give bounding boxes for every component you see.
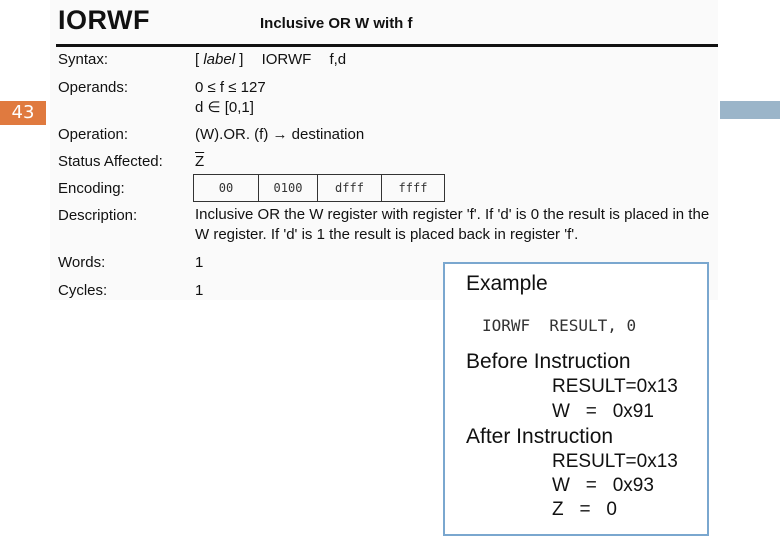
operation-value: (W).OR. (f) → destination bbox=[195, 126, 365, 143]
after-line: Z = 0 bbox=[552, 499, 617, 520]
header-rule bbox=[56, 44, 718, 47]
cycles-value: 1 bbox=[195, 282, 204, 299]
after-line: RESULT=0x13 bbox=[552, 451, 678, 472]
words-value: 1 bbox=[195, 254, 204, 271]
before-line: RESULT=0x13 bbox=[552, 376, 678, 397]
words-label: Words: bbox=[58, 254, 106, 271]
status-value: $\overline{Z}$ bbox=[195, 153, 205, 170]
syntax-label-italic: label bbox=[203, 51, 236, 68]
instruction-datasheet bbox=[50, 0, 718, 300]
example-title: Example bbox=[466, 272, 548, 295]
before-heading: Before Instruction bbox=[466, 350, 631, 373]
syntax-close-bracket: ] bbox=[235, 51, 244, 68]
example-box bbox=[443, 262, 709, 536]
syntax-open-bracket: [ bbox=[195, 51, 204, 68]
description-label: Description: bbox=[58, 207, 138, 224]
syntax-args: f,d bbox=[329, 51, 347, 68]
encoding-cell: ffff bbox=[382, 175, 445, 202]
cycles-label: Cycles: bbox=[58, 282, 108, 299]
operands-label: Operands: bbox=[58, 79, 129, 96]
operands-line-2: d ∈ [0,1] bbox=[195, 99, 254, 116]
after-line: W = 0x93 bbox=[552, 475, 654, 496]
instruction-mnemonic: IORWF bbox=[58, 5, 150, 35]
example-code: IORWF RESULT, 0 bbox=[482, 316, 637, 335]
before-line: W = 0x91 bbox=[552, 401, 654, 422]
encoding-cell: dfff bbox=[318, 175, 382, 202]
after-heading: After Instruction bbox=[466, 425, 614, 448]
encoding-label: Encoding: bbox=[58, 180, 125, 197]
description-value: Inclusive OR the W register with register 'f'. If 'd' is 0 the result is placed in the W register. If 'd' is 1 the result is placed back in register 'f'. bbox=[195, 206, 710, 243]
accent-bar bbox=[720, 101, 780, 119]
syntax-opcode: IORWF bbox=[261, 51, 312, 68]
encoding-table bbox=[193, 174, 445, 202]
encoding-cell: 0100 bbox=[259, 175, 318, 202]
encoding-cell: 00 bbox=[194, 175, 259, 202]
status-label: Status Affected: bbox=[58, 153, 163, 170]
instruction-subtitle: Inclusive OR W with f bbox=[260, 15, 413, 32]
operation-label: Operation: bbox=[58, 126, 129, 143]
syntax-value bbox=[195, 51, 346, 68]
operands-line-1: 0 ≤ f ≤ 127 bbox=[195, 79, 266, 96]
slide-number-badge: 43 bbox=[0, 101, 46, 125]
syntax-label: Syntax: bbox=[58, 51, 109, 68]
